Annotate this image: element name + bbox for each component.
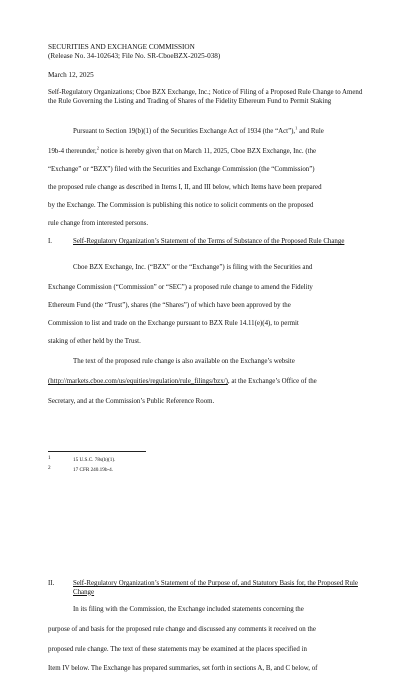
section-1-p1-line-1: Cboe BZX Exchange, Inc. (“BZX” or the “Exchange”) is filing with the Securities and: [73, 264, 313, 271]
intro-line-4: the proposed rule change as described in Items I, II, and III below, which Items have been prepared: [48, 184, 322, 191]
footnote-1-text: 15 U.S.C. 78s(b)(1).: [73, 457, 116, 463]
intro-line-2: 19b-4 thereunder,$^2$ notice is hereby given that on March 11, 2025, Cboe BZX Exchange, Inc. (the: [48, 145, 317, 155]
section-1-p1-line-3: Ethereum Fund (the “Trust”), shares (the “Shares”) of which have been approved by the: [48, 302, 291, 309]
footnote-divider: [48, 451, 146, 452]
section-2-title: Self-Regulatory Organization’s Statement of the Purpose of, and Statutory Basis for, the Proposed Rule Change: [73, 580, 358, 596]
section-1-p1-line-4: Commission to list and trade on the Exchange pursuant to BZX Rule 14.11(e)(4), to permit: [48, 320, 299, 327]
agency-name: SECURITIES AND EXCHANGE COMMISSION: [48, 43, 195, 51]
rule-filings-link[interactable]: (http://markets.cboe.com/us/equities/regulation/rule_filings/bzx/): [48, 378, 228, 385]
section-1-number: I.: [48, 238, 53, 245]
intro-line-3: “Exchange” or “BZX”) filed with the Securities and Exchange Commission (the “Commission”): [48, 166, 315, 173]
footnote-1-number: 1: [48, 455, 51, 461]
section-1-p1-line-2: Exchange Commission (“Commission” or “SEC”) a proposed rule change to amend the Fidelity: [48, 284, 313, 291]
section-2-line-1: In its filing with the Commission, the Exchange included statements concerning the: [73, 606, 304, 613]
footnote-ref-2[interactable]: 2: [96, 145, 99, 151]
section-1-p2-line-3: Secretary, and at the Commission’s Public Reference Room.: [48, 398, 215, 405]
footnote-2-text: 17 CFR 240.19b-4.: [73, 467, 114, 473]
footnote-ref-1[interactable]: 1: [295, 125, 298, 131]
section-2-line-2: purpose of and basis for the proposed rule change and discussed any comments it received on the: [48, 626, 316, 633]
section-2-line-4: Item IV below. The Exchange has prepared summaries, set forth in sections A, B, and C below, of: [48, 665, 318, 672]
section-1-title: Self-Regulatory Organization’s Statement of the Terms of Substance of the Proposed Rule Change: [73, 238, 345, 245]
section-1-p1-line-5: staking of ether held by the Trust.: [48, 338, 141, 345]
section-1-p2-line-2: (http://markets.cboe.com/us/equities/regulation/rule_filings/bzx/), at the Exchange’s Office of the: [48, 378, 317, 385]
intro-line-1: Pursuant to Section 19(b)(1) of the Securities Exchange Act of 1934 (the “Act”),$^1$ and Rule: [73, 125, 324, 135]
notice-title: Self-Regulatory Organizations; Cboe BZX Exchange, Inc.; Notice of Filing of a Proposed Rule Change to Amend the Rule Governing the Listing and Trading of Shares of the Fidelity Ethereum Fund to Permit Staking: [48, 89, 363, 105]
release-number: (Release No. 34-102643; File No. SR-CboeBZX-2025-038): [48, 52, 221, 60]
intro-line-6: rule change from interested persons.: [48, 220, 149, 227]
intro-line-5: by the Exchange. The Commission is publishing this notice to solicit comments on the proposed: [48, 202, 314, 209]
section-2-number: II.: [48, 580, 55, 587]
notice-date: March 12, 2025: [48, 71, 94, 79]
section-2-line-3: proposed rule change. The text of these statements may be examined at the places specified in: [48, 646, 307, 653]
section-1-p2-line-1: The text of the proposed rule change is also available on the Exchange’s website: [73, 358, 295, 365]
footnote-2-number: 2: [48, 465, 51, 471]
